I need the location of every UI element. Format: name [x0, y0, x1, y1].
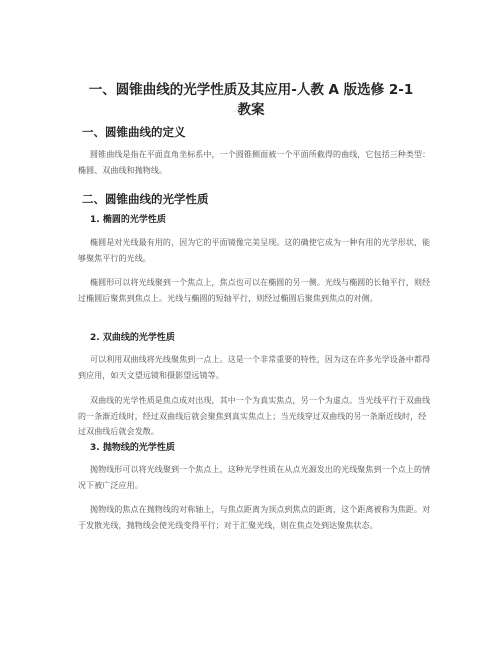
section-1-paragraph: 圆锥曲线是指在平面直角坐标系中，一个圆锥侧面被一个平面所截得的曲线，它包括三种类型：椭圆、双曲线和抛物线。: [78, 150, 431, 175]
section-2-heading: 二、圆锥曲线的光学性质: [82, 192, 209, 206]
hyperbola-heading: 2. 双曲线的光学性质: [90, 333, 175, 343]
document-title-line-2: 教案: [237, 102, 265, 118]
document-title: [60, 80, 442, 120]
hyperbola-paragraph-1: 可以利用双曲线将光线聚焦到一点上。这是一个非常重要的特性，因为这在许多光学设备中都得到应用，如天文望远镜和摄影望远镜等。: [78, 355, 431, 380]
ellipse-heading: 1. 椭圆的光学性质: [90, 215, 166, 225]
hyperbola-paragraph-2: 双曲线的光学性质是焦点成对出现，其中一个为真实焦点，另一个为虚点。当光线平行于双曲线的一条渐近线时，经过双曲线后就会聚焦到真实焦点上；当光线穿过双曲线的另一条渐近线时，经过双曲线后就会发散。: [78, 396, 431, 436]
ellipse-paragraph-1: 椭圆是对光线最有用的，因为它的平面镜像完美呈现。这的确使它成为一种有用的光学形状，能够聚焦平行的光线。: [78, 238, 431, 263]
ellipse-paragraph-2: 椭圆形可以将光线聚到一个焦点上，焦点也可以在椭圆的另一侧。光线与椭圆的长轴平行，则经过椭圆后聚焦到焦点上。光线与椭圆的短轴平行，则经过椭圆后聚焦到焦点的对侧。: [78, 278, 431, 303]
parabola-paragraph-1: 抛物线形可以将光线聚到一个焦点上，这种光学性质在从点光源发出的光线聚焦到一个点上的情况下被广泛应用。: [78, 465, 431, 490]
parabola-heading: 3. 抛物线的光学性质: [90, 443, 175, 453]
document-title-line-1: 一、圆锥曲线的光学性质及其应用-人教 A 版选修 2-1: [88, 82, 414, 98]
parabola-paragraph-2: 抛物线的焦点在抛物线的对称轴上，与焦点距离为顶点到焦点的距离，这个距离被称为焦距。对于发散光线，抛物线会使光线变得平行；对于汇聚光线，则在焦点处到达聚焦状态。: [78, 505, 431, 530]
section-1-heading: 一、圆锥曲线的定义: [82, 125, 186, 139]
